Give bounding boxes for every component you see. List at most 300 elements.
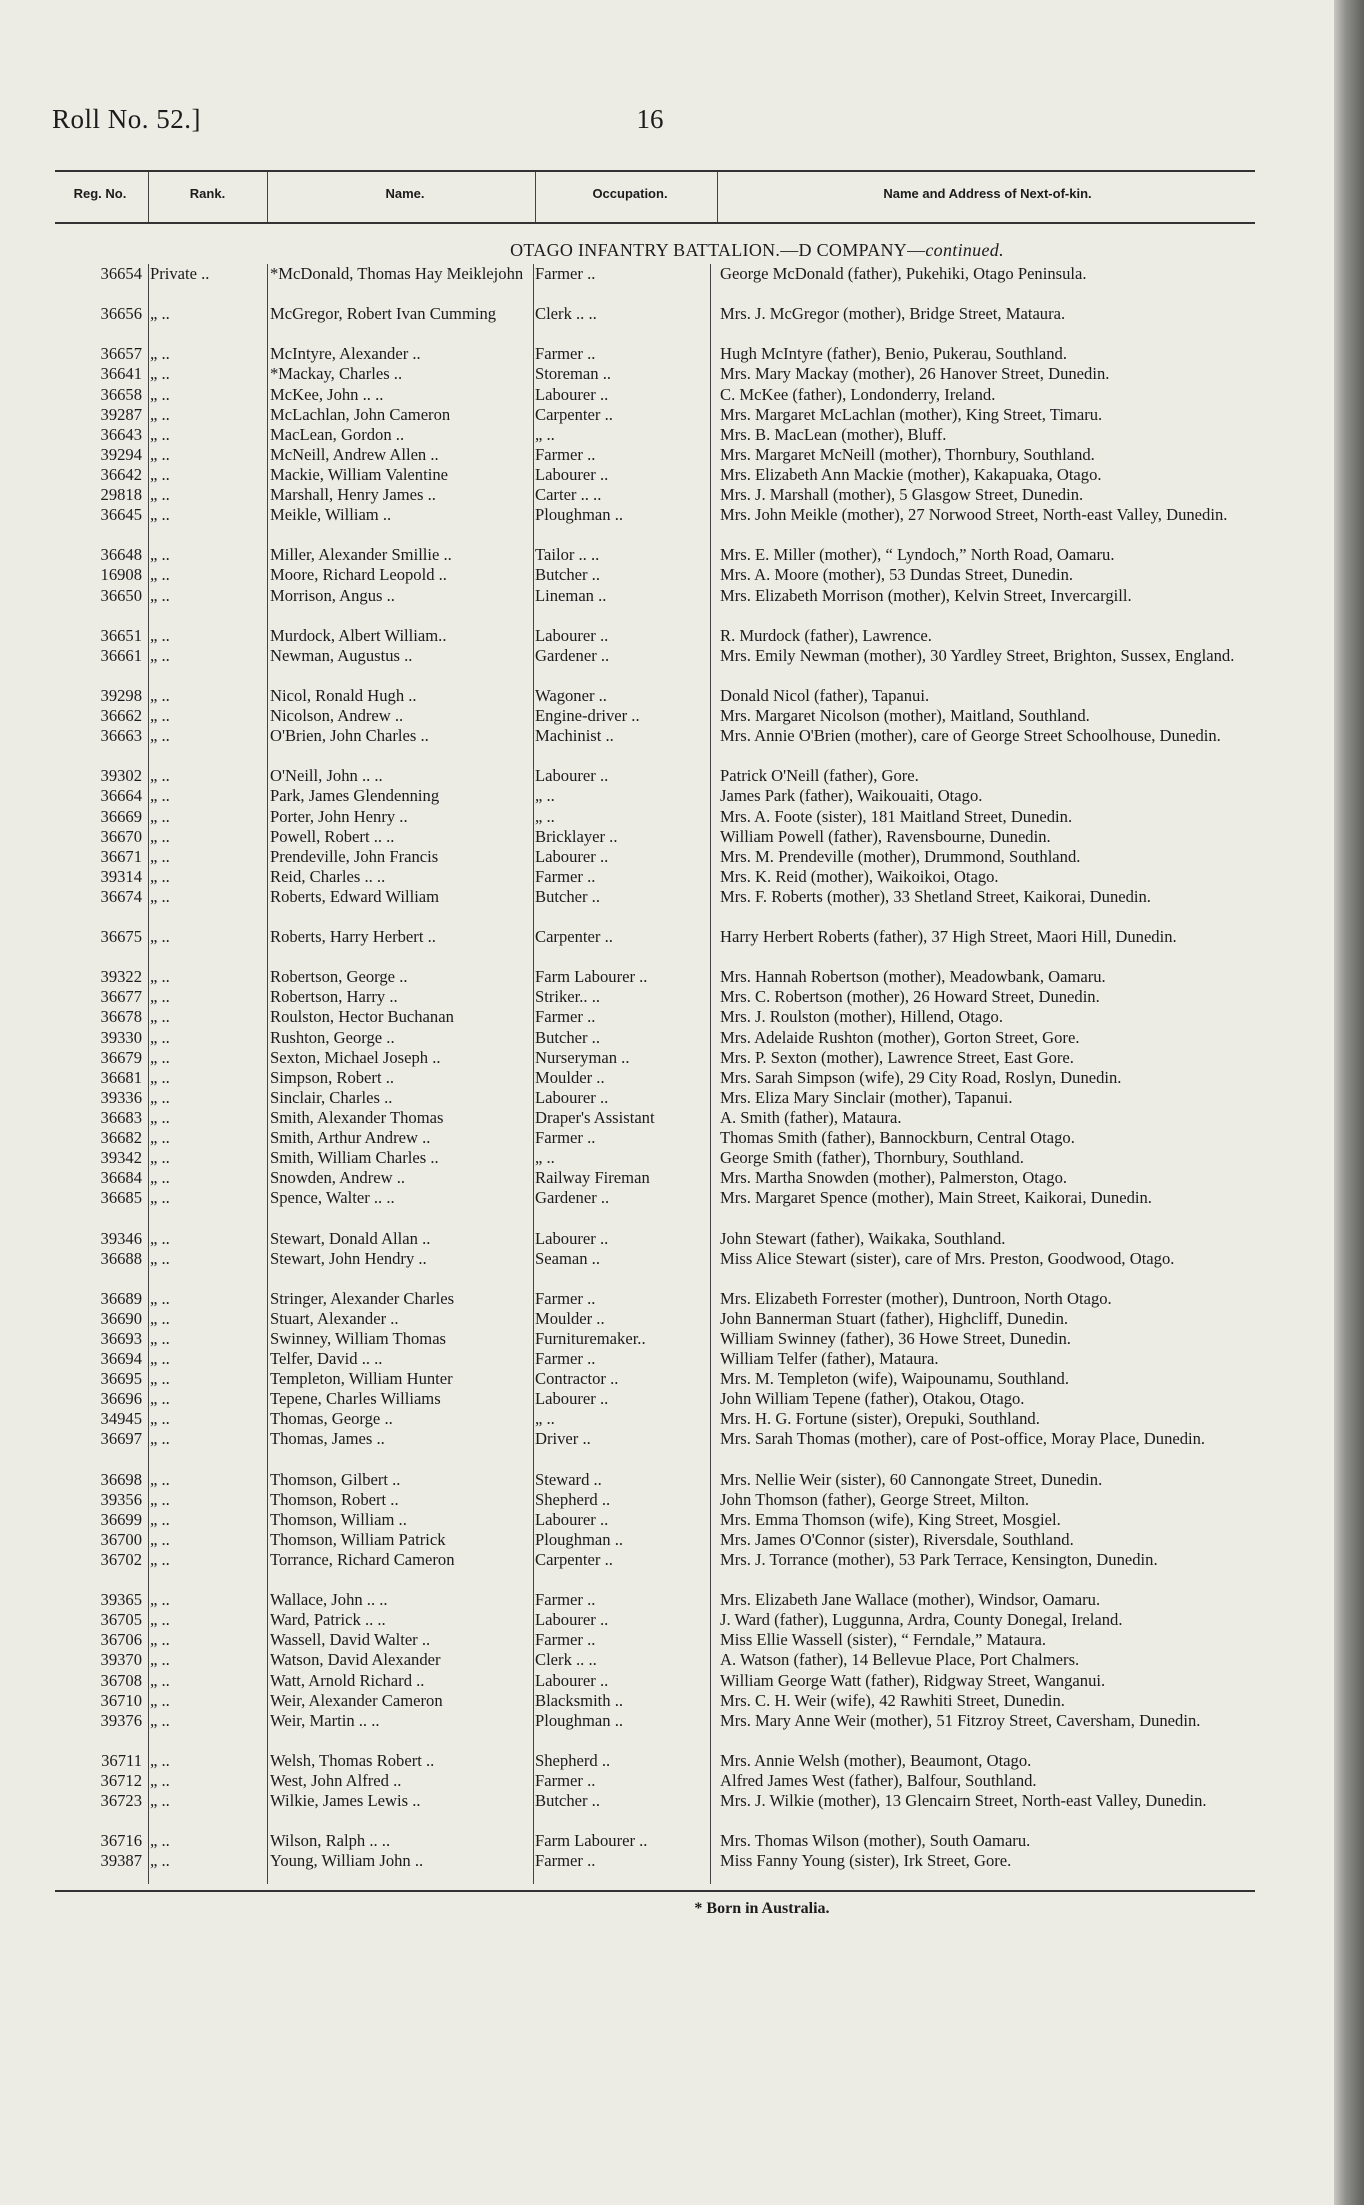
table-row [0, 1550, 1334, 1590]
rank-cell: „ .. [150, 967, 170, 987]
name-cell: Mackie, William Valentine [270, 464, 448, 484]
next-of-kin-cell: Mrs. Emily Newman (mother), 30 Yardley Street, Brighton, Sussex, England. [720, 645, 1235, 665]
table-row [0, 686, 1334, 706]
occupation-cell: Butcher .. [535, 1027, 600, 1047]
name-cell: Newman, Augustus .. [270, 645, 413, 665]
reg-no-cell: 36711 [101, 1750, 142, 1770]
reg-no-cell: 36643 [100, 424, 142, 444]
name-cell: Smith, Arthur Andrew .. [270, 1128, 431, 1148]
table-row [0, 505, 1334, 545]
table-row [0, 1128, 1334, 1148]
table-row [0, 545, 1334, 565]
occupation-cell: Tailor .. .. [535, 545, 600, 565]
reg-no-cell: 36658 [100, 384, 142, 404]
name-cell: Young, William John .. [270, 1851, 424, 1871]
name-cell: Wilson, Ralph .. .. [270, 1831, 391, 1851]
next-of-kin-cell: Mrs. Eliza Mary Sinclair (mother), Tapanui. [720, 1087, 1013, 1107]
rank-cell: „ .. [150, 1650, 170, 1670]
table-row [0, 1510, 1334, 1530]
page-number: 16 [636, 104, 664, 134]
name-cell: Smith, William Charles .. [270, 1148, 439, 1168]
name-cell: Thomson, William .. [270, 1509, 407, 1529]
name-cell: Thomas, James .. [270, 1429, 385, 1449]
occupation-cell: „ .. [535, 1409, 555, 1429]
name-cell: Thomson, William Patrick [270, 1529, 446, 1549]
rank-cell: „ .. [150, 364, 170, 384]
reg-no-cell: 39365 [100, 1590, 142, 1610]
table-row [0, 1650, 1334, 1670]
next-of-kin-cell: John Stewart (father), Waikaka, Southland. [720, 1228, 1006, 1248]
reg-no-cell: 36683 [100, 1107, 142, 1127]
next-of-kin-cell: Mrs. A. Foote (sister), 181 Maitland Street, Dunedin. [720, 806, 1073, 826]
reg-no-cell: 36674 [100, 886, 142, 906]
occupation-cell: Labourer .. [535, 625, 609, 645]
next-of-kin-cell: A. Smith (father), Mataura. [720, 1107, 902, 1127]
reg-no-cell: 36657 [100, 344, 142, 364]
rank-cell: „ .. [150, 1670, 170, 1690]
table-row [0, 1048, 1334, 1068]
reg-no-cell: 39356 [100, 1489, 142, 1509]
column-occupation: Occupation. [592, 186, 668, 201]
occupation-cell: Labourer .. [535, 1389, 609, 1409]
bottom-rule [55, 1890, 1255, 1892]
rank-cell: „ .. [150, 505, 170, 525]
table-row [0, 887, 1334, 927]
occupation-cell: Nurseryman .. [535, 1047, 630, 1067]
rank-cell: „ .. [150, 1369, 170, 1389]
next-of-kin-cell: Mrs. Sarah Thomas (mother), care of Post-office, Moray Place, Dunedin. [720, 1429, 1206, 1449]
name-cell: Park, James Glendenning [270, 786, 440, 806]
rank-cell: „ .. [150, 1128, 170, 1148]
roll-table-body [0, 264, 1334, 1872]
next-of-kin-cell: James Park (father), Waikouaiti, Otago. [720, 786, 983, 806]
reg-no-cell: 36705 [100, 1610, 142, 1630]
occupation-cell: Steward .. [535, 1469, 602, 1489]
rank-cell: „ .. [150, 726, 170, 746]
rank-cell: „ .. [150, 1690, 170, 1710]
rank-cell: „ .. [150, 1509, 170, 1529]
name-cell: Spence, Walter .. .. [270, 1188, 395, 1208]
occupation-cell: „ .. [535, 1148, 555, 1168]
rank-cell: „ .. [150, 545, 170, 565]
occupation-cell: Driver .. [535, 1429, 591, 1449]
column-header-row [55, 170, 1255, 224]
rank-cell: „ .. [150, 987, 170, 1007]
name-cell: Stuart, Alexander .. [270, 1308, 399, 1328]
reg-no-cell: 36682 [100, 1128, 142, 1148]
next-of-kin-cell: Mrs. J. Wilkie (mother), 13 Glencairn Street, North-east Valley, Dunedin. [720, 1791, 1207, 1811]
rank-cell: „ .. [150, 1349, 170, 1369]
next-of-kin-cell: Mrs. Martha Snowden (mother), Palmerston, Otago. [720, 1168, 1068, 1188]
next-of-kin-cell: Mrs. J. Torrance (mother), 53 Park Terrace, Kensington, Dunedin. [720, 1550, 1158, 1569]
table-row [0, 445, 1334, 465]
next-of-kin-cell: Mrs. M. Templeton (wife), Waipounamu, Southland. [720, 1369, 1070, 1389]
next-of-kin-cell: Miss Ellie Wassell (sister), “ Ferndale,” Mataura. [720, 1630, 1046, 1650]
next-of-kin-cell: Miss Alice Stewart (sister), care of Mrs. Preston, Goodwood, Otago. [720, 1248, 1175, 1268]
rank-cell: „ .. [150, 826, 170, 846]
name-cell: Tepene, Charles Williams [270, 1389, 441, 1409]
table-row [0, 1329, 1334, 1349]
occupation-cell: Butcher .. [535, 886, 600, 906]
rank-cell: „ .. [150, 565, 170, 585]
rank-cell: „ .. [150, 1007, 170, 1027]
table-row [0, 1409, 1334, 1429]
section-title: OTAGO INFANTRY BATTALION.—D COMPANY— [510, 240, 926, 260]
table-row [0, 264, 1334, 304]
next-of-kin-cell: Mrs. Sarah Simpson (wife), 29 City Road, Roslyn, Dunedin. [720, 1067, 1122, 1087]
next-of-kin-cell: Mrs. Thomas Wilson (mother), South Oamaru. [720, 1831, 1031, 1851]
table-row [0, 1068, 1334, 1088]
rank-cell: „ .. [150, 866, 170, 886]
name-cell: Weir, Martin .. .. [270, 1710, 380, 1730]
table-row [0, 927, 1334, 967]
name-cell: Simpson, Robert .. [270, 1067, 394, 1087]
next-of-kin-cell: Mrs. C. Robertson (mother), 26 Howard Street, Dunedin. [720, 987, 1100, 1007]
name-cell: Wassell, David Walter .. [270, 1630, 431, 1650]
name-cell: Powell, Robert .. .. [270, 826, 395, 846]
occupation-cell: Draper's Assistant [535, 1107, 655, 1127]
rank-cell: „ .. [150, 806, 170, 826]
occupation-cell: Farmer .. [535, 866, 596, 886]
next-of-kin-cell: George McDonald (father), Pukehiki, Otago Peninsula. [720, 264, 1087, 283]
table-row [0, 1590, 1334, 1610]
reg-no-cell: 36702 [100, 1550, 142, 1569]
rank-cell: „ .. [150, 766, 170, 786]
next-of-kin-cell: R. Murdock (father), Lawrence. [720, 625, 932, 645]
reg-no-cell: 36663 [100, 726, 142, 746]
occupation-cell: Butcher .. [535, 1791, 600, 1811]
next-of-kin-cell: Mrs. Mary Mackay (mother), 26 Hanover Street, Dunedin. [720, 364, 1110, 384]
name-cell: Watson, David Alexander [270, 1650, 441, 1670]
rank-cell: „ .. [150, 1228, 170, 1248]
reg-no-cell: 36696 [100, 1389, 142, 1409]
table-row [0, 646, 1334, 686]
occupation-cell: Lineman .. [535, 585, 607, 605]
rank-cell: „ .. [150, 1288, 170, 1308]
table-row [0, 1148, 1334, 1168]
occupation-cell: Clerk .. .. [535, 304, 597, 324]
occupation-cell: Labourer .. [535, 846, 609, 866]
reg-no-cell: 36706 [100, 1630, 142, 1650]
occupation-cell: „ .. [535, 806, 555, 826]
reg-no-cell: 36648 [100, 545, 142, 565]
occupation-cell: Furnituremaker.. [535, 1328, 646, 1348]
name-cell: Nicolson, Andrew .. [270, 706, 404, 726]
name-cell: Morrison, Angus .. [270, 585, 395, 605]
name-cell: Wallace, John .. .. [270, 1590, 388, 1610]
occupation-cell: Labourer .. [535, 1509, 609, 1529]
rank-cell: „ .. [150, 886, 170, 906]
rank-cell: „ .. [150, 1771, 170, 1791]
next-of-kin-cell: Alfred James West (father), Balfour, Southland. [720, 1771, 1037, 1791]
reg-no-cell: 36654 [100, 264, 142, 283]
reg-no-cell: 36670 [100, 826, 142, 846]
name-cell: McGregor, Robert Ivan Cumming [270, 304, 497, 324]
next-of-kin-cell: Mrs. Annie O'Brien (mother), care of George Street Schoolhouse, Dunedin. [720, 726, 1221, 746]
occupation-cell: Labourer .. [535, 1670, 609, 1690]
occupation-cell: Blacksmith .. [535, 1690, 624, 1710]
next-of-kin-cell: Mrs. J. Marshall (mother), 5 Glasgow Street, Dunedin. [720, 485, 1084, 505]
occupation-cell: Carter .. .. [535, 485, 602, 505]
rank-cell: „ .. [150, 304, 170, 324]
table-row [0, 967, 1334, 987]
table-row [0, 1249, 1334, 1289]
rank-cell: „ .. [150, 1047, 170, 1067]
column-divider [267, 172, 268, 222]
name-cell: Ward, Patrick .. .. [270, 1610, 386, 1630]
name-cell: Murdock, Albert William.. [270, 625, 447, 645]
occupation-cell: Machinist .. [535, 726, 614, 746]
table-row [0, 1349, 1334, 1369]
occupation-cell: Gardener .. [535, 1188, 610, 1208]
rank-cell: „ .. [150, 1328, 170, 1348]
rank-cell: „ .. [150, 645, 170, 665]
reg-no-cell: 36689 [100, 1288, 142, 1308]
column-divider [717, 172, 718, 222]
table-row [0, 1530, 1334, 1550]
table-row [0, 385, 1334, 405]
next-of-kin-cell: Mrs. P. Sexton (mother), Lawrence Street, East Gore. [720, 1047, 1074, 1067]
table-row [0, 1007, 1334, 1027]
rank-cell: „ .. [150, 1550, 170, 1569]
name-cell: Smith, Alexander Thomas [270, 1107, 444, 1127]
occupation-cell: Farmer .. [535, 1128, 596, 1148]
rank-cell: „ .. [150, 625, 170, 645]
occupation-cell: Carpenter .. [535, 404, 613, 424]
name-cell: Templeton, William Hunter [270, 1369, 453, 1389]
table-row [0, 706, 1334, 726]
column-rank: Rank. [189, 186, 226, 201]
rank-cell: „ .. [150, 1630, 170, 1650]
rank-cell: „ .. [150, 1027, 170, 1047]
name-cell: Prendeville, John Francis [270, 846, 439, 866]
table-row [0, 425, 1334, 445]
name-cell: Welsh, Thomas Robert .. [270, 1750, 435, 1770]
occupation-cell: Labourer .. [535, 384, 609, 404]
column-divider [148, 172, 149, 222]
rank-cell: „ .. [150, 1791, 170, 1811]
table-row [0, 364, 1334, 384]
reg-no-cell: 39298 [100, 685, 142, 705]
occupation-cell: Labourer .. [535, 464, 609, 484]
table-row [0, 1691, 1334, 1711]
occupation-cell: „ .. [535, 424, 555, 444]
rank-cell: „ .. [150, 706, 170, 726]
reg-no-cell: 36662 [100, 706, 142, 726]
rank-cell: „ .. [150, 1831, 170, 1851]
table-row [0, 1088, 1334, 1108]
next-of-kin-cell: A. Watson (father), 14 Bellevue Place, Port Chalmers. [720, 1650, 1080, 1670]
occupation-cell: Carpenter .. [535, 927, 613, 947]
occupation-cell: Clerk .. .. [535, 1650, 597, 1670]
reg-no-cell: 39322 [100, 967, 142, 987]
next-of-kin-cell: Mrs. Hannah Robertson (mother), Meadowbank, Oamaru. [720, 967, 1106, 987]
rank-cell: „ .. [150, 1409, 170, 1429]
name-cell: Weir, Alexander Cameron [270, 1690, 443, 1710]
table-row [0, 344, 1334, 364]
table-row [0, 1289, 1334, 1309]
table-row [0, 827, 1334, 847]
column-next-of-kin: Name and Address of Next-of-kin. [883, 186, 1092, 201]
reg-no-cell: 39376 [100, 1710, 142, 1730]
table-row [0, 304, 1334, 344]
rank-cell: „ .. [150, 786, 170, 806]
next-of-kin-cell: Mrs. James O'Connor (sister), Riversdale, Southland. [720, 1529, 1074, 1549]
reg-no-cell: 39294 [100, 444, 142, 464]
rank-cell: Private .. [150, 264, 210, 283]
next-of-kin-cell: Donald Nicol (father), Tapanui. [720, 685, 930, 705]
reg-no-cell: 36661 [100, 645, 142, 665]
table-row [0, 1470, 1334, 1490]
table-row [0, 485, 1334, 505]
occupation-cell: Bricklayer .. [535, 826, 618, 846]
name-cell: Miller, Alexander Smillie .. [270, 545, 452, 565]
name-cell: Stewart, John Hendry .. [270, 1248, 427, 1268]
rank-cell: „ .. [150, 1610, 170, 1630]
reg-no-cell: 36685 [100, 1188, 142, 1208]
occupation-cell: Ploughman .. [535, 505, 624, 525]
name-cell: McNeill, Andrew Allen .. [270, 444, 439, 464]
roll-number-heading: Roll No. 52.] [52, 104, 202, 134]
table-row [0, 847, 1334, 867]
name-cell: *Mackay, Charles .. [270, 364, 403, 384]
next-of-kin-cell: C. McKee (father), Londonderry, Ireland. [720, 384, 996, 404]
table-row [0, 1711, 1334, 1751]
next-of-kin-cell: Mrs. John Meikle (mother), 27 Norwood Street, North-east Valley, Dunedin. [720, 505, 1228, 525]
occupation-cell: Shepherd .. [535, 1750, 611, 1770]
name-cell: Meikle, William .. [270, 505, 392, 525]
name-cell: Thomson, Robert .. [270, 1489, 399, 1509]
reg-no-cell: 29818 [100, 485, 142, 505]
occupation-cell: Labourer .. [535, 1610, 609, 1630]
occupation-cell: Labourer .. [535, 1087, 609, 1107]
rank-cell: „ .. [150, 685, 170, 705]
rank-cell: „ .. [150, 1107, 170, 1127]
next-of-kin-cell: Mrs. Margaret McLachlan (mother), King Street, Timaru. [720, 404, 1103, 424]
next-of-kin-cell: William Swinney (father), 36 Howe Street, Dunedin. [720, 1328, 1071, 1348]
rank-cell: „ .. [150, 1148, 170, 1168]
occupation-cell: Farmer .. [535, 1630, 596, 1650]
table-row [0, 726, 1334, 766]
name-cell: Robertson, Harry .. [270, 987, 398, 1007]
next-of-kin-cell: William Telfer (father), Mataura. [720, 1349, 939, 1369]
name-cell: MacLean, Gordon .. [270, 424, 405, 444]
table-row [0, 1791, 1334, 1831]
next-of-kin-cell: John Thomson (father), George Street, Milton. [720, 1489, 1030, 1509]
table-row [0, 807, 1334, 827]
reg-no-cell: 36716 [100, 1831, 142, 1851]
occupation-cell: Farmer .. [535, 444, 596, 464]
name-cell: Roulston, Hector Buchanan [270, 1007, 454, 1027]
rank-cell: „ .. [150, 1710, 170, 1730]
name-cell: Reid, Charles .. .. [270, 866, 386, 886]
occupation-cell: Farmer .. [535, 1288, 596, 1308]
next-of-kin-cell: Mrs. F. Roberts (mother), 33 Shetland Street, Kaikorai, Dunedin. [720, 886, 1151, 906]
reg-no-cell: 36656 [100, 304, 142, 324]
occupation-cell: Railway Fireman [535, 1168, 650, 1188]
next-of-kin-cell: John Bannerman Stuart (father), Highcliff, Dunedin. [720, 1308, 1069, 1328]
name-cell: Rushton, George .. [270, 1027, 395, 1047]
next-of-kin-cell: Mrs. Emma Thomson (wife), King Street, Mosgiel. [720, 1509, 1061, 1529]
rank-cell: „ .. [150, 1067, 170, 1087]
occupation-cell: Farmer .. [535, 264, 596, 283]
next-of-kin-cell: Mrs. Elizabeth Morrison (mother), Kelvin Street, Invercargill. [720, 585, 1132, 605]
reg-no-cell: 36645 [100, 505, 142, 525]
rank-cell: „ .. [150, 1851, 170, 1871]
table-row [0, 465, 1334, 485]
rank-cell: „ .. [150, 927, 170, 947]
next-of-kin-cell: Harry Herbert Roberts (father), 37 High Street, Maori Hill, Dunedin. [720, 927, 1177, 947]
rank-cell: „ .. [150, 1590, 170, 1610]
next-of-kin-cell: Hugh McIntyre (father), Benio, Pukerau, Southland. [720, 344, 1068, 364]
rank-cell: „ .. [150, 384, 170, 404]
next-of-kin-cell: Mrs. Nellie Weir (sister), 60 Cannongate Street, Dunedin. [720, 1469, 1103, 1489]
occupation-cell: Wagoner .. [535, 685, 607, 705]
rank-cell: „ .. [150, 1188, 170, 1208]
column-divider [535, 172, 536, 222]
name-cell: McKee, John .. .. [270, 384, 384, 404]
rank-cell: „ .. [150, 1529, 170, 1549]
occupation-cell: Contractor .. [535, 1369, 619, 1389]
rank-cell: „ .. [150, 424, 170, 444]
rank-cell: „ .. [150, 344, 170, 364]
occupation-cell: Striker.. .. [535, 987, 600, 1007]
name-cell: Moore, Richard Leopold .. [270, 565, 447, 585]
reg-no-cell: 36651 [100, 625, 142, 645]
rank-cell: „ .. [150, 1168, 170, 1188]
next-of-kin-cell: Mrs. Margaret Spence (mother), Main Street, Kaikorai, Dunedin. [720, 1188, 1152, 1208]
occupation-cell: Farmer .. [535, 1590, 596, 1610]
next-of-kin-cell: Mrs. J. McGregor (mother), Bridge Street, Mataura. [720, 304, 1066, 324]
table-row [0, 766, 1334, 786]
next-of-kin-cell: Mrs. Margaret Nicolson (mother), Maitland, Southland. [720, 706, 1090, 726]
table-row [0, 1309, 1334, 1329]
reg-no-cell: 36697 [100, 1429, 142, 1449]
reg-no-cell: 36678 [100, 1007, 142, 1027]
footnote: * Born in Australia. [694, 1900, 830, 1917]
next-of-kin-cell: Mrs. Mary Anne Weir (mother), 51 Fitzroy Street, Caversham, Dunedin. [720, 1710, 1201, 1730]
next-of-kin-cell: Mrs. C. H. Weir (wife), 42 Rawhiti Street, Dunedin. [720, 1690, 1065, 1710]
next-of-kin-cell: Mrs. E. Miller (mother), “ Lyndoch,” North Road, Oamaru. [720, 545, 1115, 565]
rank-cell: „ .. [150, 464, 170, 484]
table-row [0, 1108, 1334, 1128]
reg-no-cell: 36664 [100, 786, 142, 806]
occupation-cell: Ploughman .. [535, 1529, 624, 1549]
occupation-cell: „ .. [535, 786, 555, 806]
table-row [0, 586, 1334, 626]
table-row [0, 1630, 1334, 1650]
reg-no-cell: 36675 [100, 927, 142, 947]
reg-no-cell: 36693 [100, 1328, 142, 1348]
occupation-cell: Farm Labourer .. [535, 1831, 648, 1851]
next-of-kin-cell: Mrs. Margaret McNeill (mother), Thornbury, Southland. [720, 444, 1095, 464]
occupation-cell: Storeman .. [535, 364, 612, 384]
reg-no-cell: 36684 [100, 1168, 142, 1188]
occupation-cell: Butcher .. [535, 565, 600, 585]
name-cell: Telfer, David .. .. [270, 1349, 383, 1369]
table-row [0, 786, 1334, 806]
occupation-cell: Carpenter .. [535, 1550, 613, 1569]
next-of-kin-cell: Mrs. K. Reid (mother), Waikoikoi, Otago. [720, 866, 999, 886]
section-heading [0, 240, 1334, 261]
name-cell: Sinclair, Charles .. [270, 1087, 393, 1107]
name-cell: West, John Alfred .. [270, 1771, 402, 1791]
table-row [0, 565, 1334, 585]
name-cell: Swinney, William Thomas [270, 1328, 447, 1348]
table-row [0, 1671, 1334, 1691]
reg-no-cell: 39314 [100, 866, 142, 886]
next-of-kin-cell: William George Watt (father), Ridgway Street, Wanganui. [720, 1670, 1106, 1690]
